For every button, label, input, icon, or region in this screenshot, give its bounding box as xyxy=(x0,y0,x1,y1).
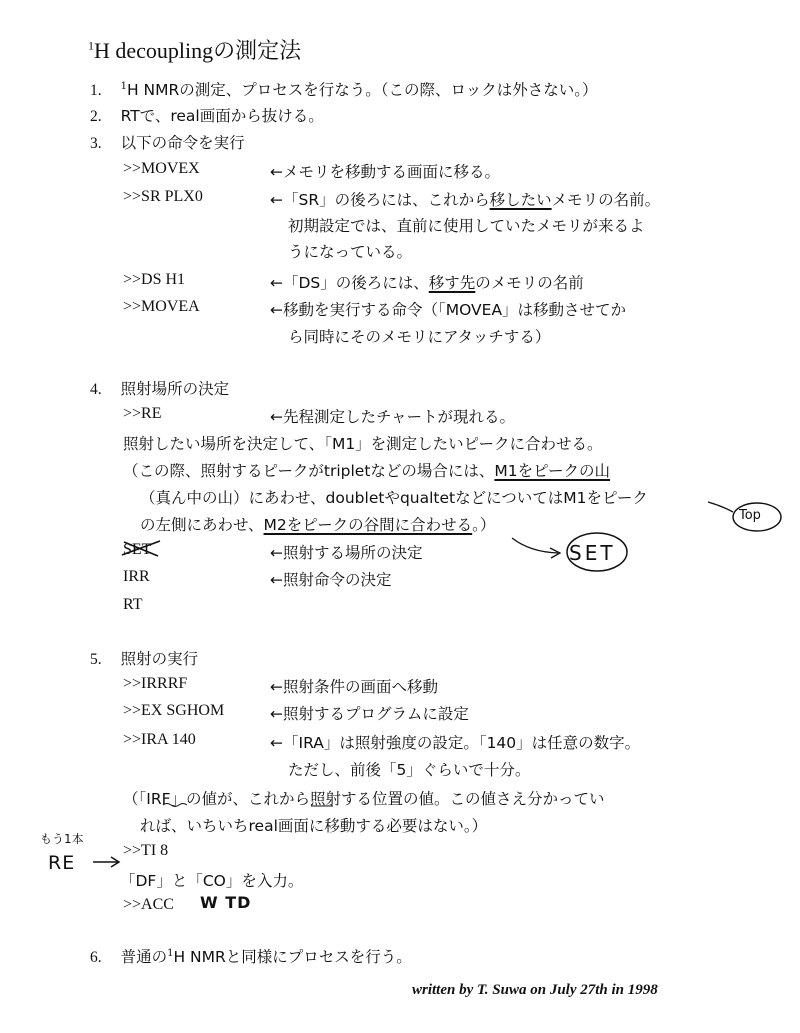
underlined-text: 移したい xyxy=(489,191,552,209)
arrow-left-icon: ← xyxy=(270,301,283,319)
title-text: H decouplingの測定法 xyxy=(94,38,302,63)
command-movex: >>MOVEX xyxy=(123,160,200,177)
description-movex xyxy=(270,160,500,182)
description-text: 照射命令の決定 xyxy=(283,571,392,589)
handwritten-mou1hon: もう1本 xyxy=(40,832,84,846)
description-irrrf xyxy=(270,675,438,697)
step-text: 普通の xyxy=(120,948,168,966)
underlined-text: M1をピークの山 xyxy=(494,462,611,480)
arrow-left-icon: ← xyxy=(270,571,283,589)
step-2 xyxy=(90,104,324,126)
step-number: 4. xyxy=(90,381,102,398)
arrow-left-icon: ← xyxy=(270,734,283,752)
step-text: 照射場所の決定 xyxy=(120,380,230,398)
step-4 xyxy=(90,377,229,399)
arrow-left-icon: ← xyxy=(270,163,283,181)
description-irr xyxy=(270,568,392,590)
arrow-left-icon: ← xyxy=(270,705,283,723)
handwritten-wtd: W TD xyxy=(200,893,252,912)
paragraph-line-4 xyxy=(140,513,495,535)
step-text: 以下の命令を実行 xyxy=(120,134,245,152)
description-ira-cont: ただし、前後「5」ぐらいで十分。 xyxy=(288,761,531,779)
df-co-instruction: 「DF」と「CO」を入力。 xyxy=(120,872,304,890)
arrow-left-icon: ← xyxy=(270,274,283,292)
step-superscript: 1 xyxy=(167,947,174,959)
description-re xyxy=(270,405,515,427)
step-5 xyxy=(90,647,198,669)
description-text: 照射する場所の決定 xyxy=(283,544,423,562)
description-text: メモリを移動する画面に移る。 xyxy=(283,163,501,181)
command-re: >>RE xyxy=(123,405,162,422)
description-movea xyxy=(270,298,626,320)
page-title xyxy=(88,34,301,65)
step-number: 6. xyxy=(90,949,102,966)
paragraph-text: の左側にあわせ、 xyxy=(140,516,264,534)
handwritten-top: Top xyxy=(739,508,761,523)
description-text: 「SR」の後ろには、これから xyxy=(283,191,490,209)
paragraph-text: 。） xyxy=(472,516,496,534)
command-rt: RT xyxy=(123,596,143,613)
step-6 xyxy=(90,945,412,967)
handwritten-set: SET xyxy=(569,541,616,565)
description-text: 先程測定したチャートが現れる。 xyxy=(283,408,516,426)
title-superscript: 1 xyxy=(88,38,94,53)
underlined-text: 移す先 xyxy=(428,274,476,292)
description-text: 移動を実行する命令（「MOVEA」は移動させてか xyxy=(283,301,627,319)
paragraph-text: （この際、照射するピークがtripletなどの場合には、 xyxy=(123,462,495,480)
command-irrrf: >>IRRRF xyxy=(123,675,188,692)
step-text: RTで、real画面から抜ける。 xyxy=(120,107,324,125)
step-text: 照射の実行 xyxy=(120,650,199,668)
description-text: のメモリの名前 xyxy=(475,274,584,292)
command-ex-sghom: >>EX SGHOM xyxy=(123,702,225,719)
arrow-head-icon xyxy=(111,857,119,867)
command-ira: >>IRA 140 xyxy=(123,731,196,748)
description-text: 「DS」の後ろには、 xyxy=(283,274,429,292)
description-text: メモリの名前。 xyxy=(551,191,661,209)
arrow-left-icon: ← xyxy=(270,678,283,696)
step-superscript: 1 xyxy=(120,80,127,92)
command-set-struck: SET xyxy=(123,541,152,558)
handwritten-re: RE xyxy=(48,852,76,874)
command-irr: IRR xyxy=(123,568,150,585)
description-sr xyxy=(270,188,660,210)
step-number: 1. xyxy=(90,82,102,99)
step-3 xyxy=(90,131,245,153)
arrow-head-icon xyxy=(550,548,560,558)
step-text: H NMRと同様にプロセスを行う。 xyxy=(173,948,412,966)
command-movea: >>MOVEA xyxy=(123,298,200,315)
step-text: H NMRの測定、プロセスを行なう。（この際、ロックは外さない。） xyxy=(126,81,598,99)
paragraph-line-3: （真ん中の山）にあわせ、doubletやqualtetなどについてはM1をピーク xyxy=(140,489,648,507)
note-line-2: れば、いちいちreal画面に移動する必要はない。） xyxy=(140,817,488,835)
step-number: 5. xyxy=(90,651,102,668)
description-ira xyxy=(270,731,640,753)
underlined-text: M2をピークの谷間に合わせる xyxy=(263,516,473,534)
description-ex-sghom xyxy=(270,702,469,724)
description-text: 「IRA」は照射強度の設定。「140」は任意の数字。 xyxy=(283,734,641,752)
description-movea-cont: ら同時にそのメモリにアタッチする） xyxy=(288,328,551,346)
paragraph-line-2 xyxy=(123,459,610,481)
description-sr-cont1: 初期設定では、直前に使用していたメモリが来るよ xyxy=(288,217,645,235)
command-ti: >>TI 8 xyxy=(123,842,169,859)
description-sr-cont2: うになっている。 xyxy=(288,243,413,261)
command-acc: >>ACC xyxy=(123,896,174,913)
arrow-left-icon: ← xyxy=(270,544,283,562)
description-text: 照射するプログラムに設定 xyxy=(283,705,469,723)
step-1 xyxy=(90,78,597,100)
arrow-to-set xyxy=(512,538,558,553)
command-ds: >>DS H1 xyxy=(123,271,186,288)
step-number: 2. xyxy=(90,108,102,125)
note-line-1: （「IRF」の値が、これから照射する位置の値。この値さえ分かってい xyxy=(123,790,605,808)
arrow-left-icon: ← xyxy=(270,408,283,426)
description-text: 照射条件の画面へ移動 xyxy=(283,678,439,696)
author-signature: written by T. Suwa on July 27th in 1998 xyxy=(412,982,658,998)
description-set xyxy=(270,541,423,563)
arrow-left-icon: ← xyxy=(270,191,283,209)
step-number: 3. xyxy=(90,135,102,152)
description-ds xyxy=(270,271,584,293)
paragraph-line-1: 照射したい場所を決定して、「M1」を測定したいピークに合わせる。 xyxy=(123,435,603,453)
connector-line xyxy=(708,502,733,512)
command-sr: >>SR PLX0 xyxy=(123,188,203,205)
